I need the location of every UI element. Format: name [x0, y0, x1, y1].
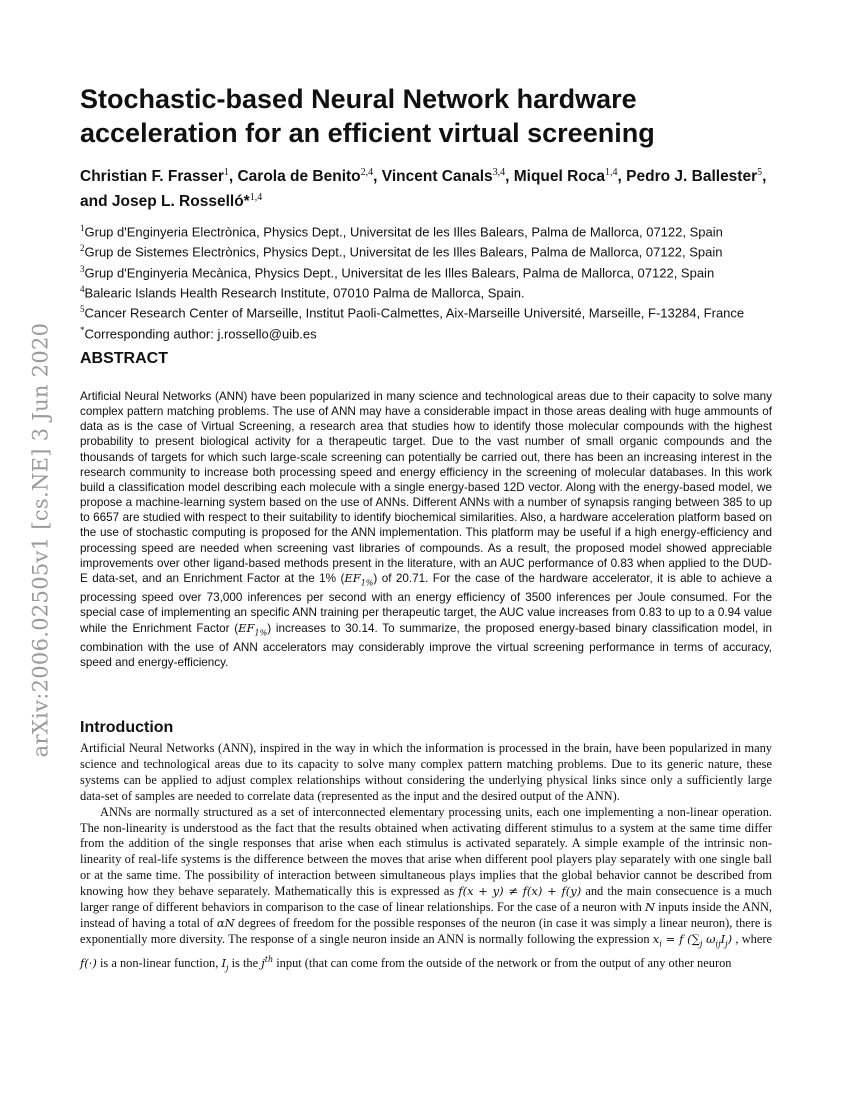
affiliation-mark: 4	[80, 283, 85, 294]
affiliation-text: Grup de Sistemes Electrònics, Physics Dept., Universitat de les Illes Balears, Palma de Mallorca, 07122, Spain	[84, 244, 723, 260]
intro-text: and the main consecuence is a much larger range of different behaviors in comparison to the case of linear relationships. For the case of a neuron with	[80, 884, 772, 915]
author-name: Josep L. Rosselló*	[111, 193, 250, 211]
paper-title	[80, 82, 780, 150]
arxiv-sidebar	[20, 300, 60, 780]
ef-symbol	[238, 621, 267, 635]
abstract-part: ) increases to 30.14. To summarize, the proposed energy-based binary classification model, in combination with the use of ANN accelerators may considerably improve the virtual screening performance in terms of accuracy, speed and energy-efficiency.	[80, 621, 772, 670]
eq-omega: ω	[702, 931, 716, 946]
author-affil: 1,4	[605, 167, 618, 178]
affiliation-list	[80, 220, 780, 342]
affiliation-item	[80, 220, 780, 240]
intro-paragraph-1: Artificial Neural Networks (ANN), inspired in the way in which the information is processed in the brain, have been popularized in many science and technological areas due to its capacity to solve many complex pattern matching problems. Due to its generic nature, these systems can be applied to adjust complex relationships without considering the underlying physical links since only a sufficiently large data-set of samples are needed to correlate data (represented as the input and the desired output of the ANN).	[80, 741, 772, 803]
author-name: Miquel Roca	[513, 168, 606, 186]
author-conjunction: and	[80, 193, 108, 211]
var-n: N	[644, 900, 656, 915]
eq-sub-ij: ij	[715, 939, 721, 949]
author-name: Carola de Benito	[237, 168, 361, 186]
ef-subscript: 1%	[254, 627, 268, 637]
ef-base: EF	[238, 620, 255, 635]
eq-sub-j2: j	[725, 939, 728, 949]
eq-end: )	[727, 931, 733, 946]
eq-sub-j: j	[699, 939, 703, 949]
affiliation-mark: 5	[80, 304, 85, 315]
intro-paragraph-2	[80, 805, 772, 976]
author-name: Christian F. Frasser	[80, 168, 224, 186]
var-j: j	[261, 955, 265, 970]
introduction-body	[80, 741, 772, 976]
var-th: th	[264, 955, 274, 965]
author-name: Pedro J. Ballester	[626, 168, 758, 186]
var-jth	[261, 956, 273, 970]
abstract-heading: ABSTRACT	[80, 350, 168, 367]
function-symbol: f(·)	[80, 955, 97, 970]
eq-sub-i: i	[659, 939, 662, 949]
var-ij-sub: j	[226, 963, 229, 973]
intro-text: inputs inside the ANN, instead of having a total of	[80, 900, 772, 930]
affiliation-text: Balearic Islands Health Research Institute, 07010 Palma de Mallorca, Spain.	[84, 285, 525, 301]
intro-text: degrees of freedom for the possible responses of the neuron (in case it was simply a linear neuron), there is exponentially more diversity. The response of a single neuron inside an ANN is normally following the expression	[80, 915, 772, 946]
intro-text: input (that can come from the outside of the network or from the output of any other neuron	[273, 955, 732, 970]
affiliation-item	[80, 301, 780, 321]
neuron-equation	[652, 931, 733, 949]
var-alpha-n: αN	[216, 915, 235, 930]
introduction-heading: Introduction	[80, 719, 174, 736]
author-affil: 5	[757, 167, 763, 178]
author-affil: 3,4	[492, 167, 506, 178]
affiliation-text: Cancer Research Center of Marseille, Institut Paoli-Calmettes, Aix-Marseille Université, Marseille, F-13284, France	[84, 305, 745, 321]
author-affil: 1	[223, 167, 229, 178]
intro-text: , where	[732, 931, 772, 946]
author-affil: 2,4	[360, 167, 374, 178]
author-list: Christian F. Frasser$^1$, Carola de Benito$^{2,4}$, Vincent Canals$^{3,4}$, Miquel Roca$^{1,4}$, Pedro J. Ballester$^5$, and Josep L. Rosselló*$^{1,4}$	[80, 167, 767, 211]
title-line-2: acceleration for an efficient virtual screening	[80, 118, 655, 148]
title-line-1: Stochastic-based Neural Network hardware	[80, 84, 637, 114]
eq-I: I	[720, 931, 726, 946]
affiliation-mark: 3	[80, 263, 85, 274]
ef-symbol	[344, 570, 374, 588]
ef-subscript: 1%	[360, 578, 374, 588]
affiliation-item	[80, 240, 780, 260]
intro-text: is the	[228, 955, 262, 970]
abstract-text	[80, 389, 772, 670]
eq-mid: = f (∑	[661, 931, 700, 946]
intro-text: ANNs are normally structured as a set of interconnected elementary processing units, each one implementing a non-linear operation. The non-linearity is understood as the fact that the results obtained when activating different stimulus to a system at the same time differ from the addition of the single responses that arise when each stimulus is activated separately. A simple example of the intrinsic non-linearity of real-life systems is the difference between the moves that arise when different pool players play separately with one single ball or at the same time. The possibility of interaction between simultaneous plays implies that the global behavior cannot be described from knowing how they behave separately. Mathematically this is expressed as	[80, 804, 772, 899]
affiliation-item	[80, 261, 780, 281]
author-affil: 1,4	[249, 192, 263, 204]
author-name: Vincent Canals	[381, 168, 493, 186]
affiliation-mark: 2	[80, 243, 85, 254]
abstract-part: Artificial Neural Networks (ANN) have been popularized in many science and technological areas due to their capacity to solve many complex pattern matching problems. The use of ANN may have a considerable impact in those areas dealing with huge ammounts of data as is the case of Virtual Screening, a research area that studies how to identify those molecular compounds with the highest probability to present biological activity for a therapeutic target. Due to the vast number of small organic compounds and the thousands of targets for which such large-scale screening can potentially be carried out, there has been an increasing interest in the research community to increase both processing speed and energy efficiency in the screening of molecular databases. In this work build a classification model describing each molecule with a single energy-based 12D vector. Along with the energy-based model, we propose a machine-learning system based on the use of ANNs. Different ANNs with a number of synapsis ranging between 385 to up to 6657 are studied with respect to their suitability to identify biochemical similarities. Also, a hardware acceleration platform based on the use of stochastic computing is proposed for the ANN implementation. This platform may be useful if a high energy-efficiency and processing speed are needed when screening vast libraries of compounds. As a result, the proposed model showed appreciable improvements over other ligand-based methods present in the literature, with an AUC performance of 0.83 when applied to the DUD-E data-set, and an Enrichment Factor at the 1% (	[80, 390, 772, 585]
nonlinearity-equation: f(x + y) ≠ f(x) + f(y)	[458, 884, 582, 899]
affiliation-mark: 1	[80, 223, 85, 233]
arxiv-identifier: arXiv:2006.02505v1 [cs.NE] 3 Jun 2020	[28, 322, 53, 758]
corresponding-author: Corresponding author: j.rossello@uib.es	[84, 325, 317, 341]
ef-base: EF	[344, 570, 361, 585]
intro-text: is a non-linear function,	[96, 955, 222, 970]
affiliation-mark: *	[80, 324, 85, 335]
affiliation-text: Grup d'Enginyeria Mecànica, Physics Dept., Universitat de les Illes Balears, Palma de Mallorca, 07122, Spain	[84, 264, 715, 280]
affiliation-text: Grup d'Enginyeria Electrònica, Physics Dept., Universitat de les Illes Balears, Palma de Mallorca, 07122, Spain	[84, 224, 723, 240]
affiliation-item	[80, 281, 780, 301]
eq-x: x	[652, 931, 660, 946]
var-i: I	[221, 955, 226, 970]
affiliation-item	[80, 322, 780, 342]
abstract-part: ) of 20.71. For the case of the hardware accelerator, it is able to achieve a processing speed over 73,000 inferences per second with an energy efficiency of 3500 inferences per Joule consumed. For the special case of implementing an specific ANN training per therapeutic target, the AUC value increases from 0.83 to up to a 0.94 value while the Enrichment Factor (	[80, 571, 772, 635]
